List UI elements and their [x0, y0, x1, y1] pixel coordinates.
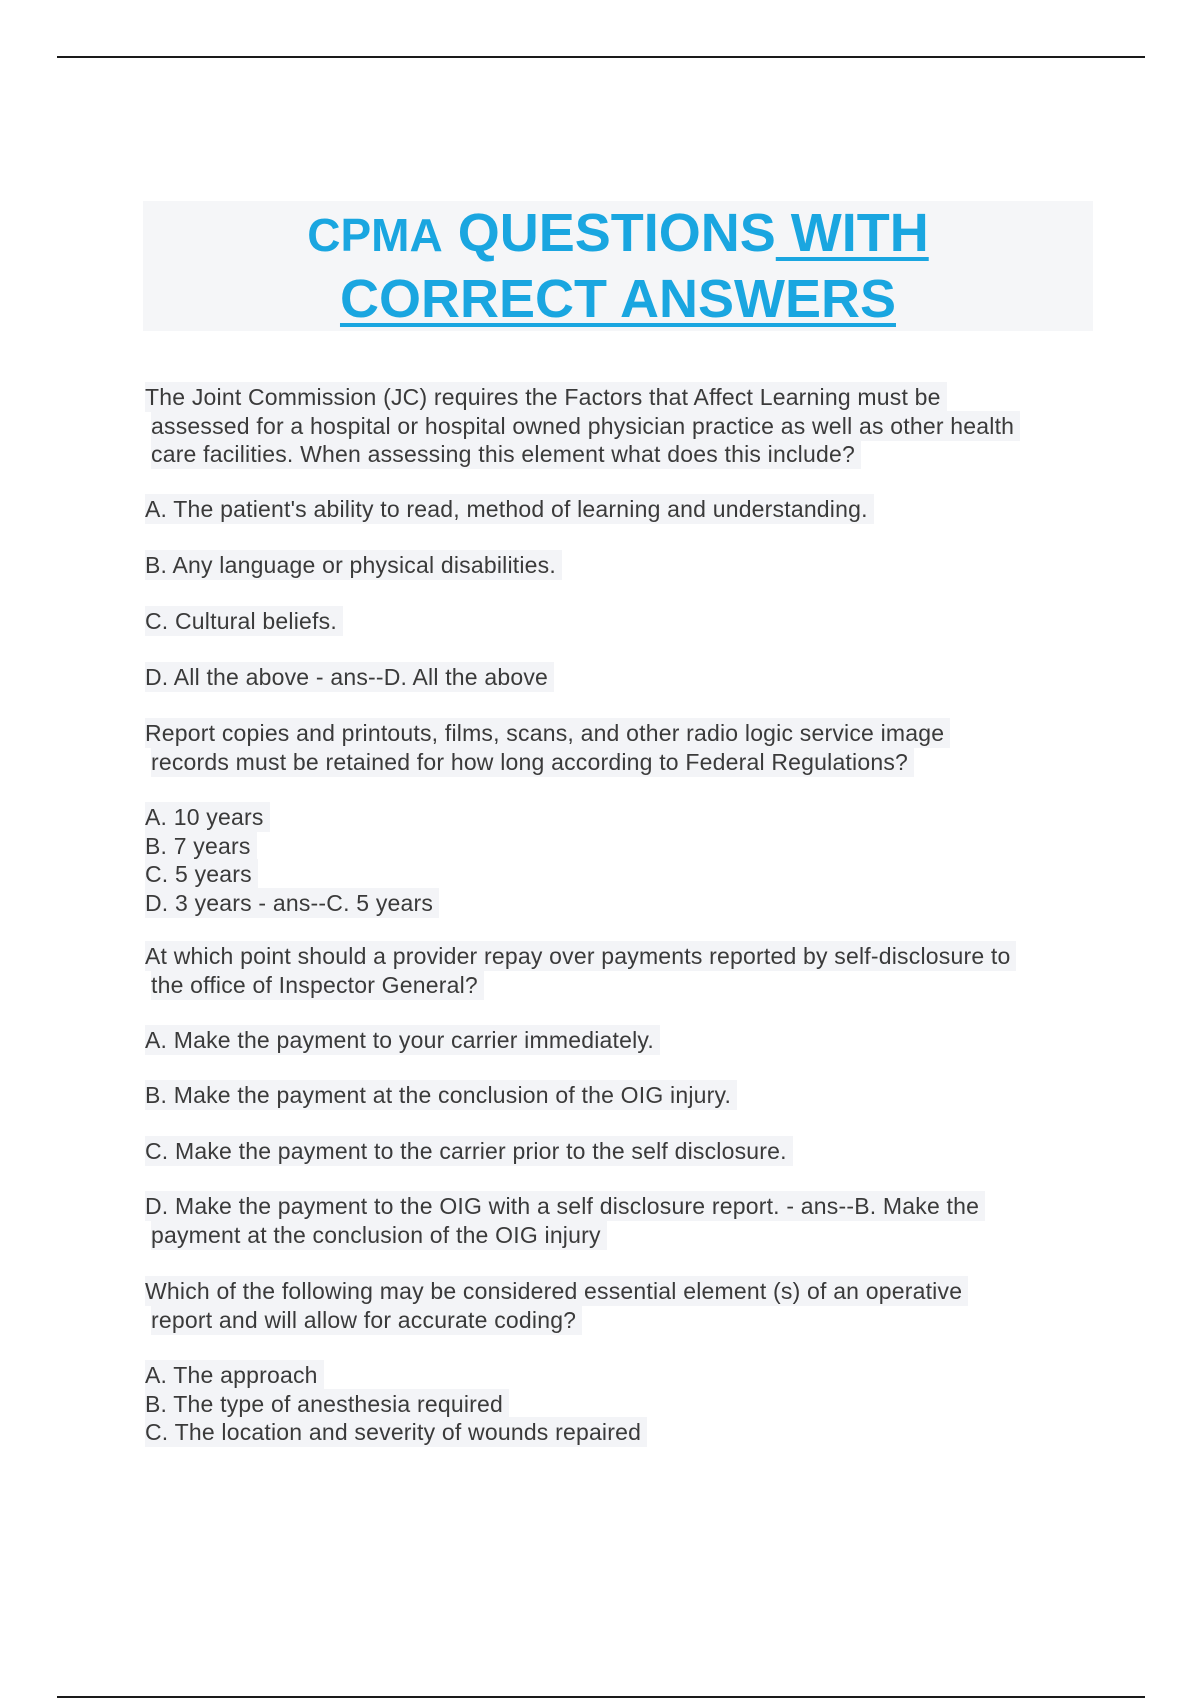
options-list [145, 803, 439, 917]
answer-option: B. The type of anesthesia required [145, 1390, 647, 1419]
answer-option: C. Make the payment to the carrier prior to the self disclosure. [145, 1137, 793, 1166]
title-part-correct-answers: CORRECT ANSWERS [339, 269, 896, 329]
question-line: assessed for a hospital or hospital owned physician practice as well as other health [145, 412, 1095, 441]
answer-option-with-answer [145, 1192, 1095, 1249]
answer-option: A. 10 years [145, 803, 439, 832]
answer-option-with-answer: D. 3 years - ans--C. 5 years [145, 889, 439, 918]
top-rule [57, 56, 1145, 58]
answer-option: A. Make the payment to your carrier immediately. [145, 1026, 660, 1055]
answer-option: B. Make the payment at the conclusion of the OIG injury. [145, 1081, 737, 1110]
answer-option: B. Any language or physical disabilities. [145, 551, 562, 580]
answer-option: A. The approach [145, 1361, 647, 1390]
answer-option-with-answer: D. All the above - ans--D. All the above [145, 663, 554, 692]
answer-line: D. Make the payment to the OIG with a self disclosure report. - ans--B. Make the [145, 1192, 1095, 1221]
answer-option: C. 5 years [145, 860, 439, 889]
document-title [143, 201, 1093, 331]
question-line: care facilities. When assessing this element what does this include? [145, 440, 1095, 469]
question-line: report and will allow for accurate coding? [145, 1306, 1095, 1335]
question-line: the office of Inspector General? [145, 971, 1095, 1000]
question-block [145, 383, 1095, 469]
question-line: At which point should a provider repay over payments reported by self-disclosure to [145, 942, 1095, 971]
question-block [145, 942, 1095, 999]
answer-option: B. 7 years [145, 832, 439, 861]
question-line: The Joint Commission (JC) requires the Factors that Affect Learning must be [145, 383, 1095, 412]
question-block [145, 1277, 1095, 1334]
answer-option: C. The location and severity of wounds repaired [145, 1418, 647, 1447]
options-list [145, 1361, 647, 1447]
answer-option: C. Cultural beliefs. [145, 607, 343, 636]
title-part-cpma: CPMA [307, 209, 443, 261]
title-part-questions: QUESTIONS [442, 203, 776, 263]
bottom-rule [57, 1696, 1145, 1698]
question-line: Report copies and printouts, films, scans, and other radio logic service image [145, 719, 1095, 748]
question-block [145, 719, 1095, 776]
question-line: Which of the following may be considered essential element (s) of an operative [145, 1277, 1095, 1306]
answer-option: A. The patient's ability to read, method of learning and understanding. [145, 495, 874, 524]
question-line: records must be retained for how long according to Federal Regulations? [145, 748, 1095, 777]
answer-line: payment at the conclusion of the OIG injury [145, 1221, 1095, 1250]
title-part-with: WITH [775, 203, 929, 263]
